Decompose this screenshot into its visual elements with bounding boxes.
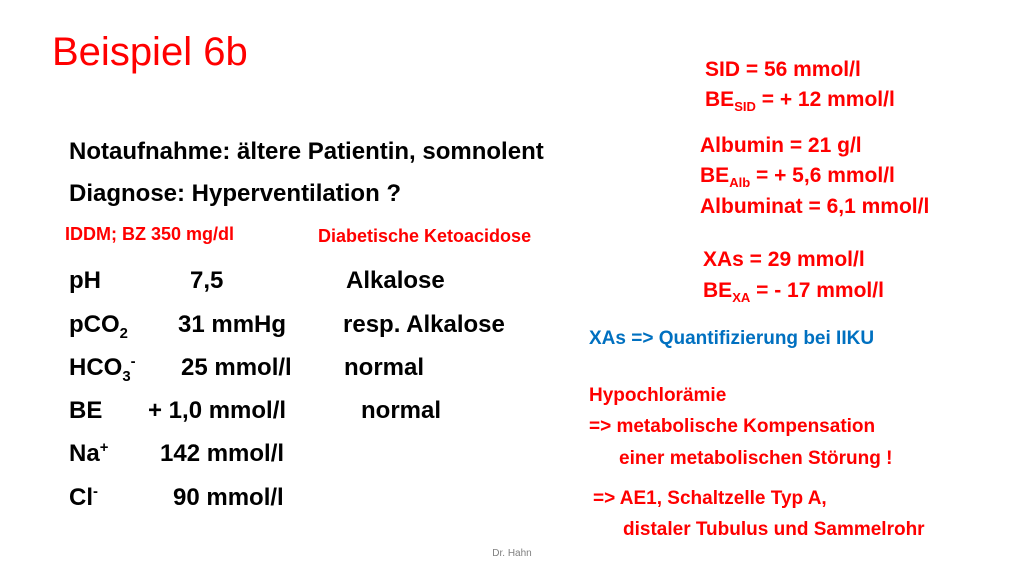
quantification-note: XAs => Quantifizierung bei IIKU: [589, 328, 875, 349]
na-label: Na+: [69, 440, 109, 467]
hypo-line-2: => metabolische Kompensation: [589, 416, 876, 437]
hypo-line-1: Hypochlorämie: [589, 385, 727, 406]
pco2-label: pCO$_2$: [69, 311, 128, 342]
iddm-note: IDDM; BZ 350 mg/dl: [65, 224, 235, 244]
pco2-interpretation: resp. Alkalose: [343, 311, 505, 338]
albumin-line: Albumin = 21 g/l: [700, 134, 862, 157]
pco2-value: 31 mmHg: [178, 311, 287, 338]
albuminat-line: Albuminat = 6,1 mmol/l: [700, 195, 930, 218]
hco3-value: 25 mmol/l: [181, 354, 292, 381]
hco3-label: $HCO_3^-$: [69, 354, 136, 385]
cl-value: 90 mmol/l: [173, 484, 284, 511]
hypo-line-3: einer metabolischen Störung !: [619, 448, 893, 469]
sid-line: SID = 56 mmol/l: [705, 58, 861, 81]
be-value: + 1,0 mmol/l: [148, 397, 287, 424]
ae1-line-2: distaler Tubulus und Sammelrohr: [623, 519, 925, 540]
xas-line: XAs = 29 mmol/l: [703, 248, 865, 271]
be-sid-line: $BE_{SID}$ = + 12 mmol/l: [705, 88, 895, 115]
ae1-line-1: => AE1, Schaltzelle Typ A,: [593, 488, 827, 509]
ph-value: 7,5: [190, 267, 224, 294]
patient-line-1: Notaufnahme: ältere Patientin, somnolent: [69, 138, 544, 165]
na-value: 142 mmol/l: [160, 440, 285, 467]
slide-title: Beispiel 6b: [52, 30, 248, 74]
be-label: BE: [69, 397, 103, 424]
be-alb-line: $BE_{Alb}$ = + 5,6 mmol/l: [700, 164, 895, 191]
hco3-interpretation: normal: [344, 354, 425, 381]
ph-label: pH: [69, 267, 101, 294]
be-interpretation: normal: [361, 397, 442, 424]
footer-author: Dr. Hahn: [492, 548, 532, 559]
ph-interpretation: Alkalose: [346, 267, 445, 294]
be-xa-line: $BE_{XA}$ = - 17 mmol/l: [703, 279, 884, 306]
dka-note: Diabetische Ketoacidose: [318, 226, 532, 246]
patient-line-2: Diagnose: Hyperventilation ?: [69, 180, 402, 207]
cl-label: Cl-: [69, 484, 98, 511]
